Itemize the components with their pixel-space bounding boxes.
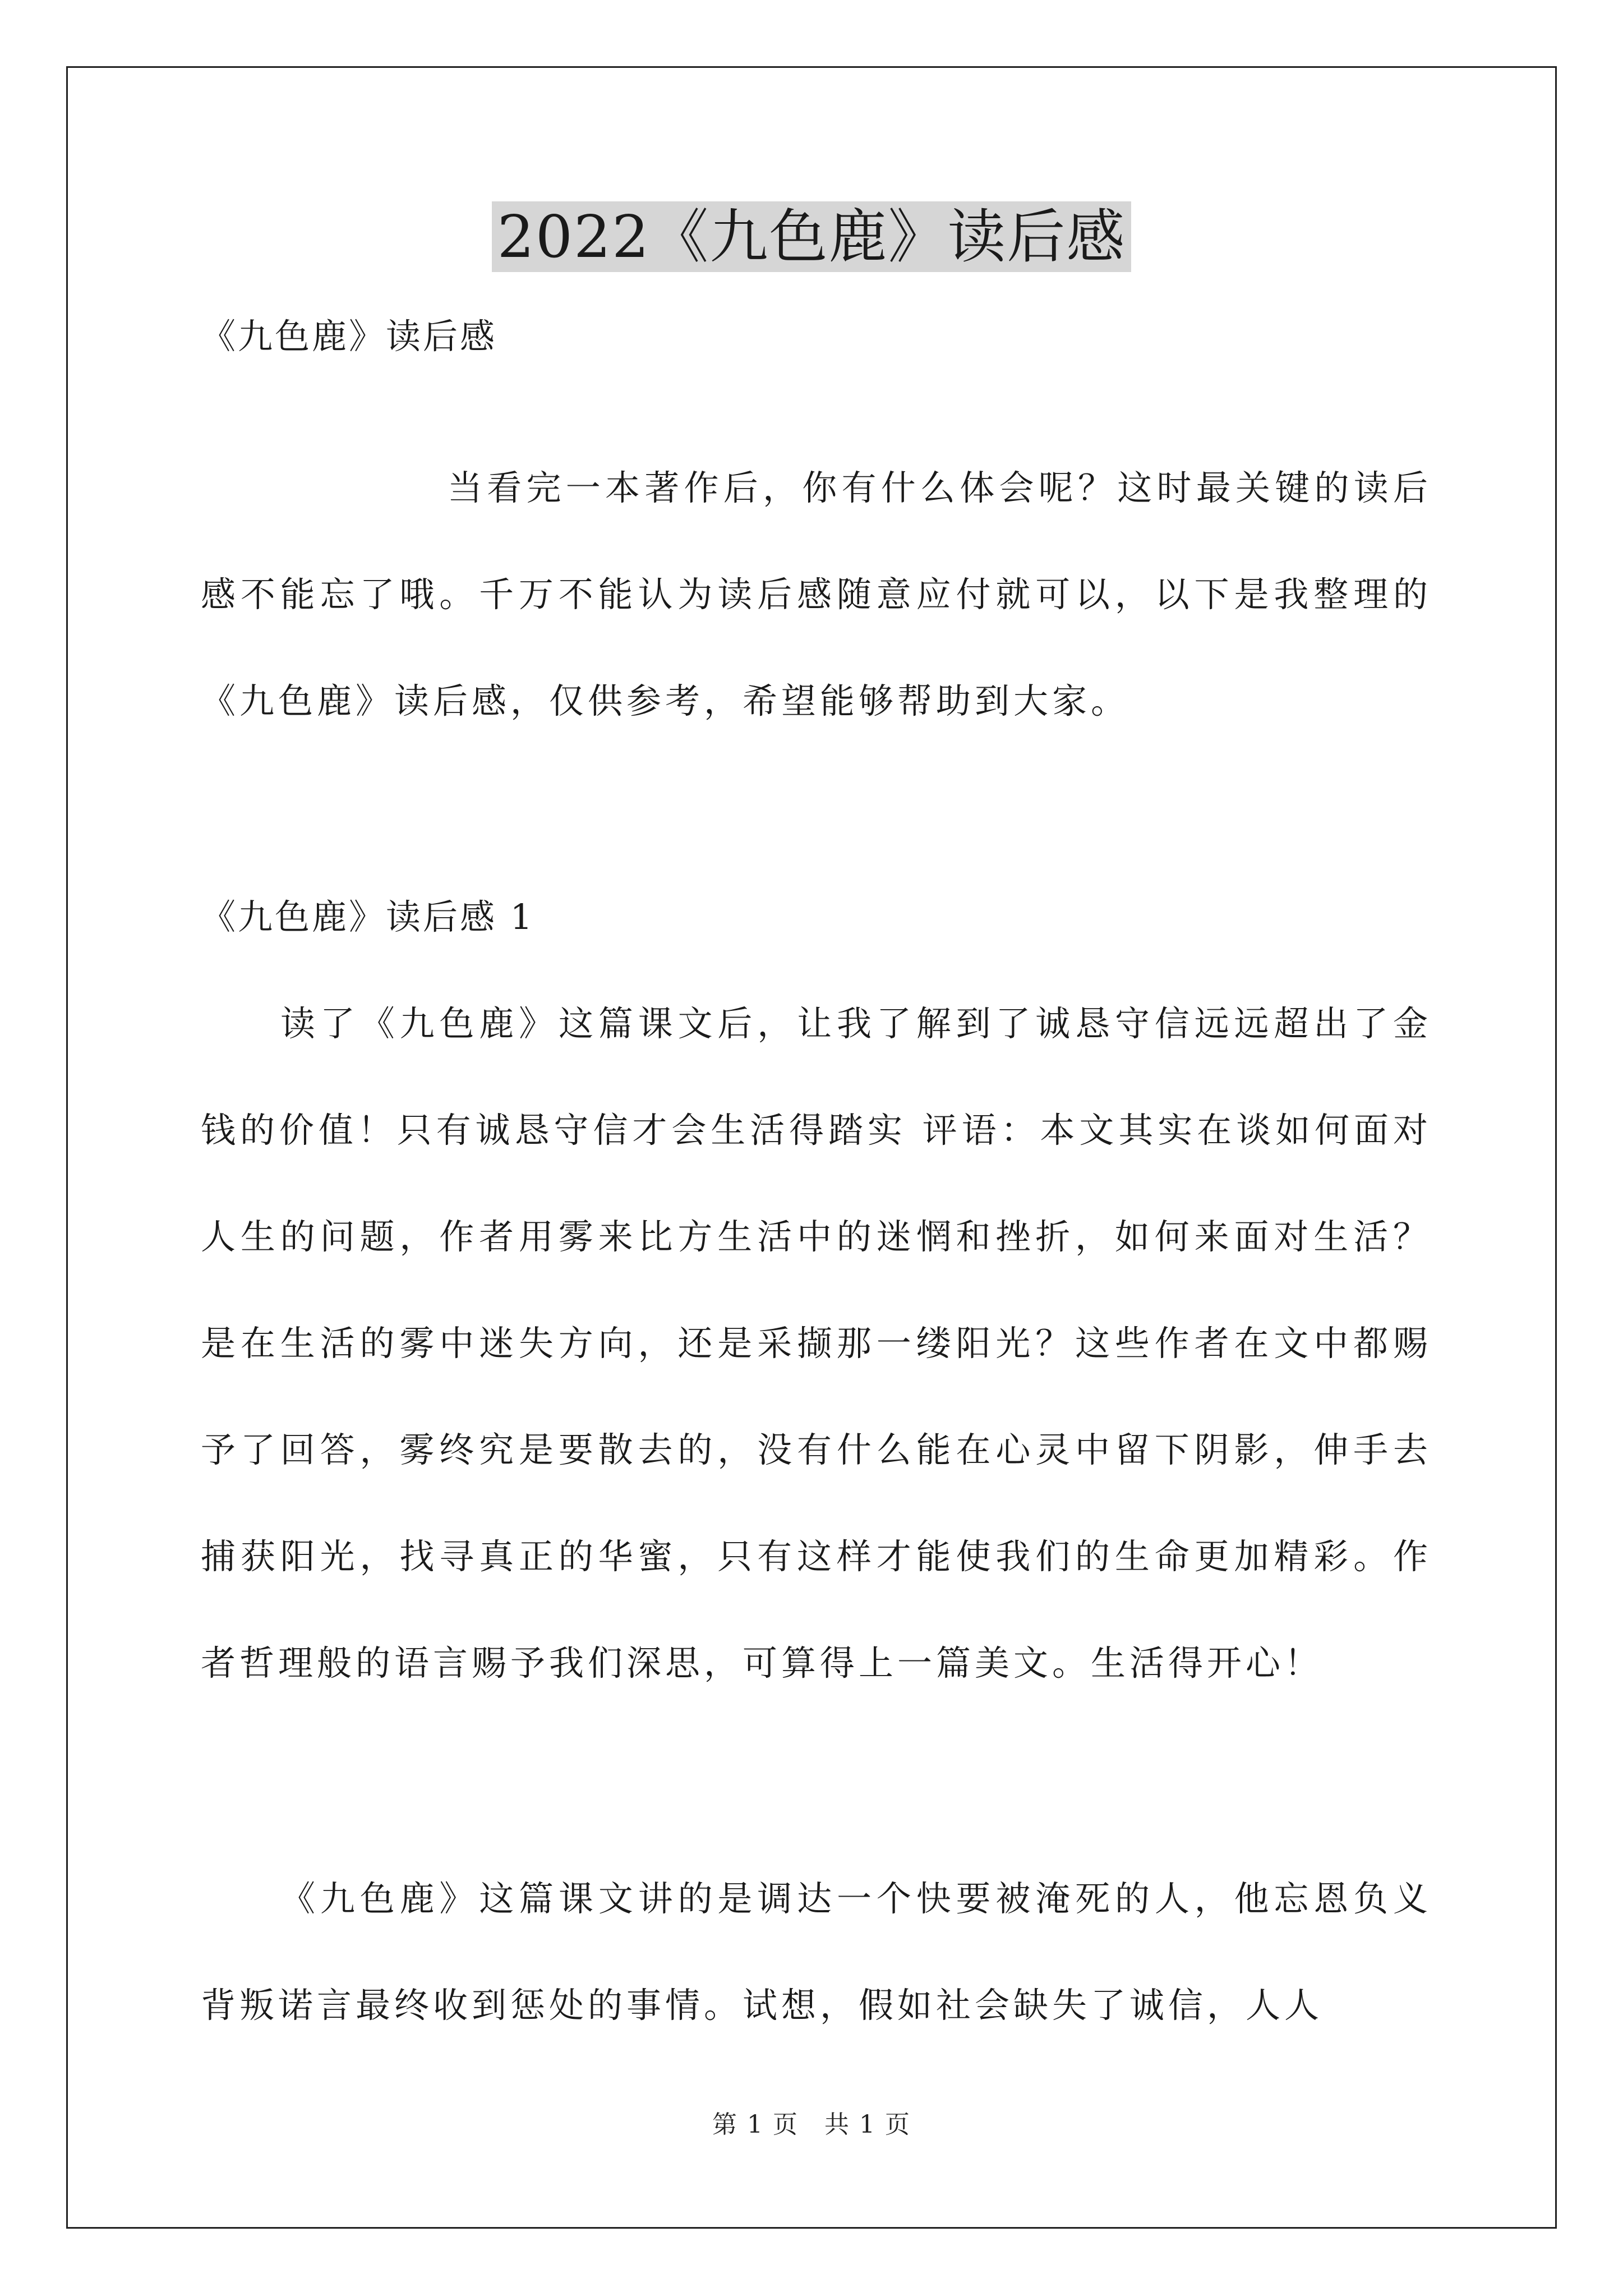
section1-paragraph-2: 《九色鹿》这篇课文讲的是调达一个快要被淹死的人，他忘恩负义背叛诺言最终收到惩处的事情。试想，假如社会缺失了诚信，人人 bbox=[201, 1878, 1432, 2026]
document-title-text: 2022《九色鹿》读后感 bbox=[492, 201, 1132, 272]
intro-paragraph: 当看完一本著作后，你有什么体会呢？这时最关键的读后感不能忘了哦。千万不能认为读后感随意应付就可以，以下是我整理的《九色鹿》读后感，仅供参考，希望能够帮助到大家。 bbox=[201, 467, 1432, 721]
section1-heading: 《九色鹿》读后感 1 bbox=[201, 896, 535, 937]
section1-paragraph-1: 读了《九色鹿》这篇课文后，让我了解到了诚恳守信远远超出了金钱的价值！只有诚恳守信才会生活得踏实 评语：本文其实在谈如何面对人生的问题，作者用雾来比方生活中的迷惘和挫折，如何来面对生活？是在生活的雾中迷失方向，还是采撷那一缕阳光？这些作者在文中都赐予了回答，雾终究是要散去的，没有什么能在心灵中留下阴影，伸手去捕获阳光，找寻真正的华蜜，只有这样才能使我们的生命更加精彩。作者哲理般的语言赐予我们深思，可算得上一篇美文。生活得开心！ bbox=[201, 1003, 1432, 1683]
intro-heading: 《九色鹿》读后感 bbox=[201, 316, 497, 357]
page-footer: 第 1 页 共 1 页 bbox=[712, 2110, 911, 2139]
document-title bbox=[0, 197, 1623, 276]
